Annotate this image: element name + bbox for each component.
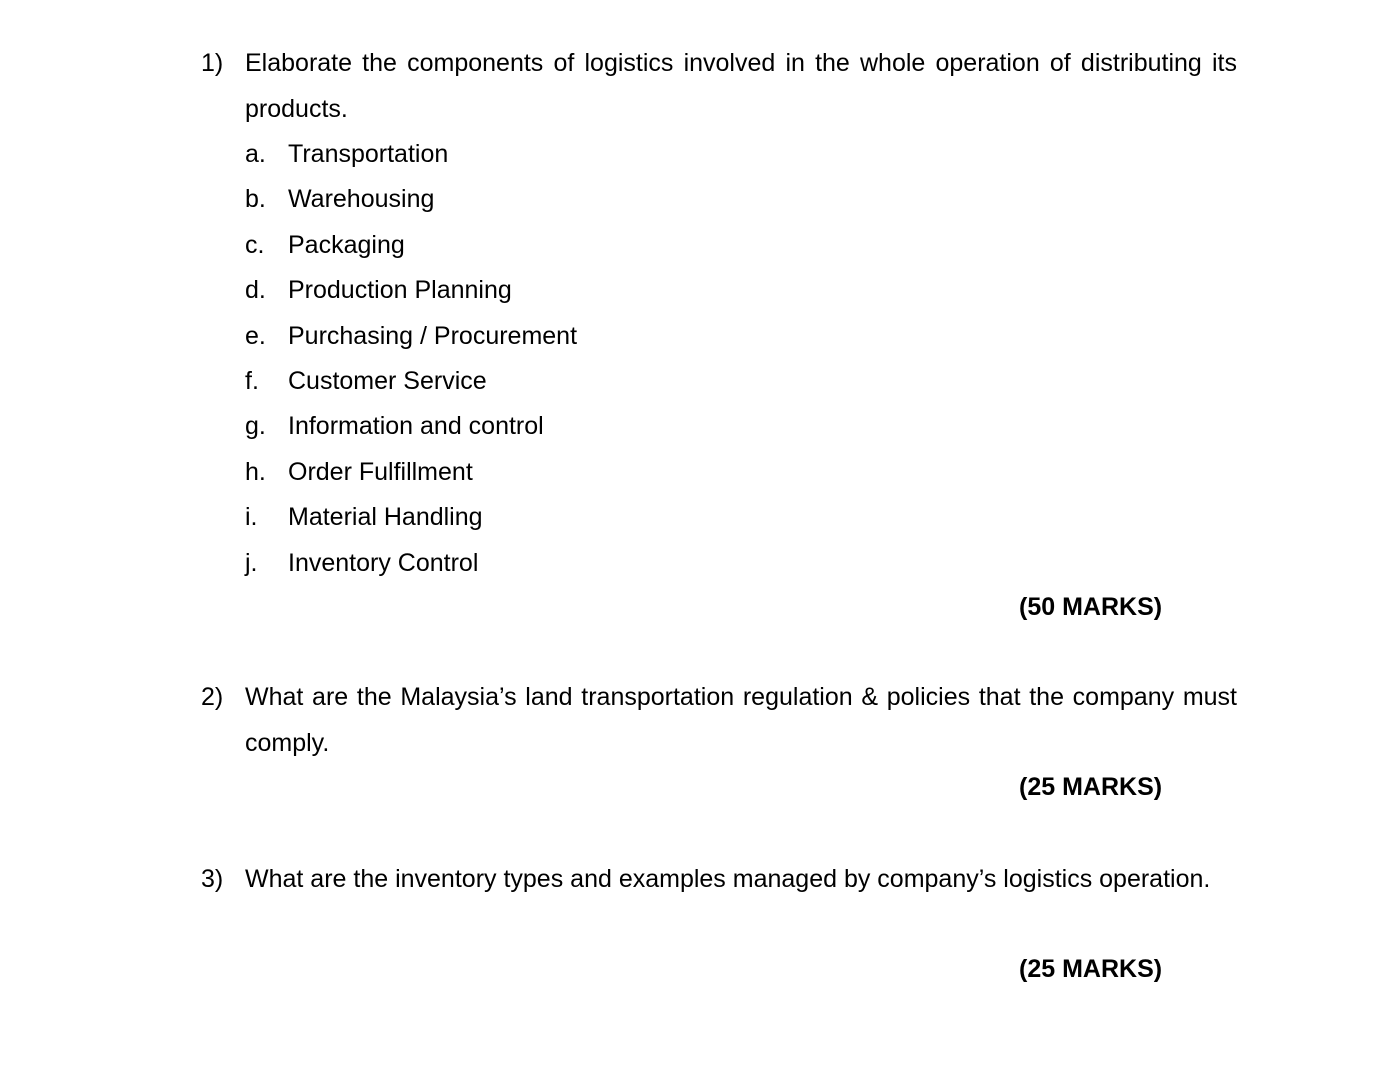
list-item-label: Purchasing / Procurement xyxy=(288,321,578,350)
question-number: 2) xyxy=(201,683,224,711)
question-text: Elaborate the components of logistics involved in the whole operation of distributing its products. xyxy=(245,49,1237,123)
list-item-letter: f. xyxy=(245,366,259,395)
question-text: What are the Malaysia’s land transportation regulation & policies that the company must comply. xyxy=(245,683,1237,757)
list-item-letter: b. xyxy=(245,185,266,214)
list-item-label: Warehousing xyxy=(288,185,435,214)
list-item-letter: i. xyxy=(245,503,258,532)
list-item xyxy=(245,359,1237,404)
list-item xyxy=(245,404,1237,449)
question-text: What are the inventory types and examples managed by company’s logistics operation. xyxy=(245,865,1211,893)
list-item-letter: j. xyxy=(245,548,258,577)
list-item-letter: c. xyxy=(245,230,265,259)
list-item-letter: d. xyxy=(245,276,266,305)
list-item-label: Order Fulfillment xyxy=(288,457,473,486)
component-list xyxy=(245,132,1237,586)
list-item xyxy=(245,132,1237,177)
list-item-label: Packaging xyxy=(288,230,405,259)
list-item-label: Information and control xyxy=(288,412,544,441)
list-item xyxy=(245,223,1237,268)
list-item-label: Inventory Control xyxy=(288,548,479,577)
list-item-letter: g. xyxy=(245,412,266,441)
question-2 xyxy=(201,674,1237,766)
list-item-letter: h. xyxy=(245,457,266,486)
question-1 xyxy=(201,40,1237,586)
question-2-marks: (25 MARKS) xyxy=(1019,773,1163,801)
list-item xyxy=(245,450,1237,495)
list-item xyxy=(245,495,1237,540)
question-1-marks: (50 MARKS) xyxy=(1019,593,1163,621)
list-item-label: Transportation xyxy=(288,140,449,168)
list-item xyxy=(245,177,1237,222)
list-item xyxy=(245,314,1237,359)
list-item-letter: a. xyxy=(245,140,266,168)
list-item xyxy=(245,268,1237,313)
list-item xyxy=(245,541,1237,586)
question-3-marks: (25 MARKS) xyxy=(1019,955,1163,983)
question-number: 1) xyxy=(201,49,224,77)
list-item-letter: e. xyxy=(245,321,266,350)
list-item-label: Production Planning xyxy=(288,276,512,305)
question-number: 3) xyxy=(201,865,224,893)
list-item-label: Material Handling xyxy=(288,503,483,532)
list-item-label: Customer Service xyxy=(288,366,487,395)
question-3 xyxy=(201,856,1237,902)
